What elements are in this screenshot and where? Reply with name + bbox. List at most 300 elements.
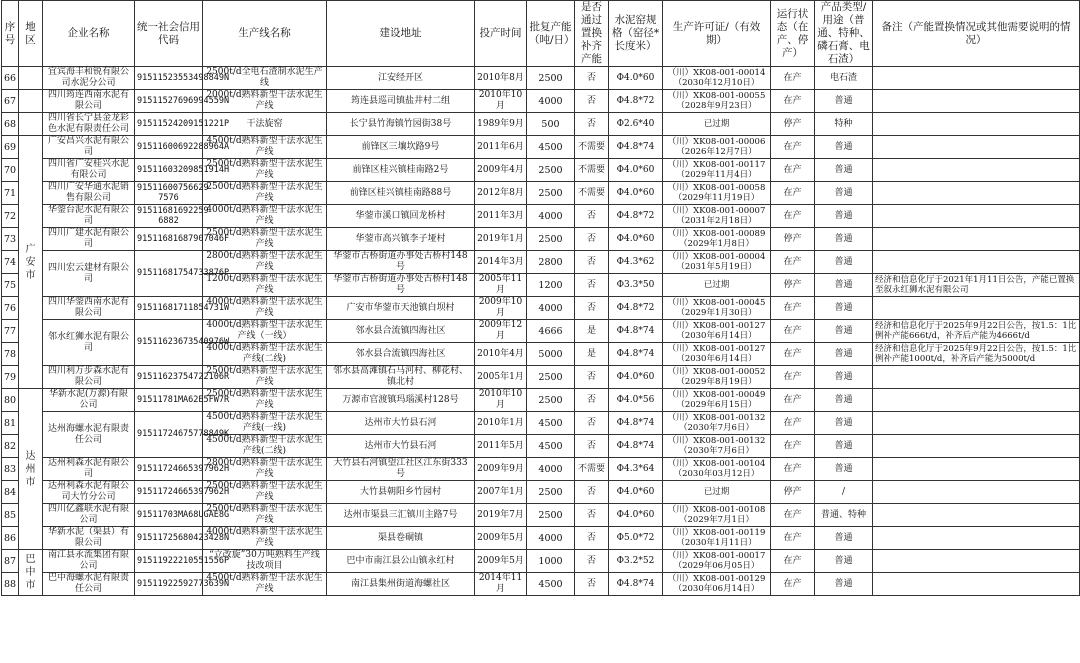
line-name: 2500t/d全电石渣制水泥生产线 — [203, 67, 327, 90]
start-time: 2010年1月 — [475, 412, 527, 435]
license: （川）XK08-001-00108（2029年7月1日） — [663, 504, 771, 527]
start-time: 2011年6月 — [475, 136, 527, 159]
line-name: 4000t/d熟料新型干法水泥生产线（一线） — [203, 320, 327, 343]
replacement: 否 — [575, 251, 609, 274]
remark — [873, 159, 1080, 182]
product-type: 特种 — [815, 113, 873, 136]
status: 在产 — [771, 389, 815, 412]
table-row — [2, 481, 1080, 504]
company-name: 四川宏云建材有限公司 — [43, 251, 135, 297]
capacity: 4666 — [527, 320, 575, 343]
table-row — [2, 251, 1080, 274]
credit-code: 91511922592773639N — [135, 573, 203, 596]
status: 在产 — [771, 67, 815, 90]
kiln-spec: Φ4.0*60 — [609, 159, 663, 182]
remark — [873, 389, 1080, 412]
status: 在产 — [771, 527, 815, 550]
header-region: 地区 — [19, 1, 43, 67]
company-name: 宜宾海丰和锐有限公司水泥分公司 — [43, 67, 135, 90]
region-cell — [19, 389, 43, 550]
status: 停产 — [771, 274, 815, 297]
row-number: 79 — [2, 366, 19, 389]
product-type: 普通 — [815, 435, 873, 458]
product-type: 普通 — [815, 90, 873, 113]
line-name: 干法旋窑 — [203, 113, 327, 136]
company-name: 四川省广安桂兴水泥有限公司 — [43, 159, 135, 182]
address: 大竹县石河镇望江社区江东街333号 — [327, 458, 475, 481]
table-row — [2, 228, 1080, 251]
line-name: 2500t/d熟料新型干法水泥生产线 — [203, 389, 327, 412]
status: 在产 — [771, 412, 815, 435]
remark — [873, 297, 1080, 320]
header-start-time: 投产时间 — [475, 1, 527, 67]
credit-code: 91511703MA68UGAE8G — [135, 504, 203, 527]
header-product: 产品类型/用途（普通、特种、磷石膏、电石渣） — [815, 1, 873, 67]
remark — [873, 67, 1080, 90]
status: 在产 — [771, 182, 815, 205]
row-number: 78 — [2, 343, 19, 366]
start-time: 2007年1月 — [475, 481, 527, 504]
credit-code: 91511681687907046F — [135, 228, 203, 251]
row-number: 84 — [2, 481, 19, 504]
remark — [873, 366, 1080, 389]
remark — [873, 504, 1080, 527]
replacement: 否 — [575, 90, 609, 113]
header-line-name: 生产线名称 — [203, 1, 327, 67]
table-row — [2, 527, 1080, 550]
address: 邻水县高滩镇石马河村、柳花村、镇北村 — [327, 366, 475, 389]
row-number: 81 — [2, 412, 19, 435]
region-cell — [19, 90, 43, 113]
line-name: 2500t/d熟料新型干法水泥生产线 — [203, 366, 327, 389]
region-cell — [19, 136, 43, 389]
license: 已过期 — [663, 113, 771, 136]
credit-code: 91511922210551556P — [135, 550, 203, 573]
table-row — [2, 550, 1080, 573]
table-row — [2, 182, 1080, 205]
kiln-spec: Φ4.8*74 — [609, 573, 663, 596]
row-number: 83 — [2, 458, 19, 481]
product-type: 普通 — [815, 274, 873, 297]
company-name: 华新水泥（渠县）有限公司 — [43, 527, 135, 550]
start-time: 2009年9月 — [475, 458, 527, 481]
license: （川）XK08-001-00004（2031年5月19日） — [663, 251, 771, 274]
capacity: 4500 — [527, 435, 575, 458]
table-row — [2, 205, 1080, 228]
table-row — [2, 90, 1080, 113]
line-name: 2500t/d熟料新型干法水泥生产线 — [203, 228, 327, 251]
start-time: 2010年8月 — [475, 67, 527, 90]
capacity: 4000 — [527, 205, 575, 228]
row-number: 87 — [2, 550, 19, 573]
header-no: 序号 — [2, 1, 19, 67]
product-type: 普通 — [815, 550, 873, 573]
capacity: 500 — [527, 113, 575, 136]
capacity: 4000 — [527, 458, 575, 481]
line-name: 4500t/d熟料新型干法水泥生产线 — [203, 573, 327, 596]
line-name: 4000t/d熟料新型干法水泥生产线(二线) — [203, 343, 327, 366]
company-name: 南江县永流集团有限公司 — [43, 550, 135, 573]
status: 在产 — [771, 550, 815, 573]
table-row — [2, 113, 1080, 136]
company-name: 四川广建水泥有限公司 — [43, 228, 135, 251]
replacement: 否 — [575, 205, 609, 228]
replacement: 否 — [575, 67, 609, 90]
table-row — [2, 412, 1080, 435]
address: 南江县集州街道海螺社区 — [327, 573, 475, 596]
credit-code: 91511781MA62E5FW7R — [135, 389, 203, 412]
product-type: 普通 — [815, 389, 873, 412]
credit-code: 91511623754722106R — [135, 366, 203, 389]
address: 前锋区桂兴镇桂南路2号 — [327, 159, 475, 182]
replacement: 否 — [575, 573, 609, 596]
kiln-spec: Φ5.0*72 — [609, 527, 663, 550]
table-row — [2, 297, 1080, 320]
table-row — [2, 389, 1080, 412]
product-type: 普通 — [815, 412, 873, 435]
kiln-spec: Φ4.8*74 — [609, 320, 663, 343]
kiln-spec: Φ4.0*60 — [609, 481, 663, 504]
header-row — [2, 1, 1080, 67]
replacement: 否 — [575, 274, 609, 297]
company-name: 达州利森水泥有限公司大竹分公司 — [43, 481, 135, 504]
line-name: 4500t/d熟料新型干法水泥生产线(一线) — [203, 412, 327, 435]
start-time: 2010年4月 — [475, 343, 527, 366]
capacity: 5000 — [527, 343, 575, 366]
product-type: 普通 — [815, 458, 873, 481]
product-type: 普通 — [815, 228, 873, 251]
row-number: 75 — [2, 274, 19, 297]
product-type: 普通 — [815, 297, 873, 320]
line-name: 2500t/d熟料新型干法水泥生产线 — [203, 159, 327, 182]
address: 邻水县合流镇四海社区 — [327, 343, 475, 366]
status: 在产 — [771, 573, 815, 596]
address: 华蓥市古桥街道办事处古桥村148号 — [327, 274, 475, 297]
address: 华蓥市古桥街道办事处古桥村148号 — [327, 251, 475, 274]
kiln-spec: Φ4.8*72 — [609, 297, 663, 320]
address: 万源市官渡镇玛瑙溪村128号 — [327, 389, 475, 412]
status: 在产 — [771, 251, 815, 274]
capacity: 2500 — [527, 389, 575, 412]
line-name: 2800t/d熟料新型干法水泥生产线 — [203, 458, 327, 481]
kiln-spec: Φ4.0*60 — [609, 366, 663, 389]
status: 在产 — [771, 458, 815, 481]
replacement: 否 — [575, 527, 609, 550]
capacity: 2800 — [527, 251, 575, 274]
company-name: 四川华蓥西南水泥有限公司 — [43, 297, 135, 320]
company-name: 四川利万步森水泥有限公司 — [43, 366, 135, 389]
row-number: 76 — [2, 297, 19, 320]
row-number: 74 — [2, 251, 19, 274]
start-time: 2005年11月 — [475, 274, 527, 297]
remark: 经济和信息化厅于2025年9月22日公告，按1.5：1比例补产能1000t/d，补齐后产能为5000t/d — [873, 343, 1080, 366]
address: 邻水县合流镇四海社区 — [327, 320, 475, 343]
row-number: 73 — [2, 228, 19, 251]
credit-code: 91511725680423428N — [135, 527, 203, 550]
kiln-spec: Φ4.8*74 — [609, 412, 663, 435]
status: 在产 — [771, 90, 815, 113]
address: 华蓥市高兴镇李子垭村 — [327, 228, 475, 251]
license: 已过期 — [663, 481, 771, 504]
remark — [873, 90, 1080, 113]
address: 华蓥市溪口镇回龙桥村 — [327, 205, 475, 228]
table-row — [2, 366, 1080, 389]
replacement: 否 — [575, 113, 609, 136]
kiln-spec: Φ4.8*74 — [609, 435, 663, 458]
capacity: 2500 — [527, 504, 575, 527]
table-row — [2, 573, 1080, 596]
status: 停产 — [771, 481, 815, 504]
start-time: 2009年5月 — [475, 527, 527, 550]
product-type: 普通 — [815, 320, 873, 343]
table-row — [2, 320, 1080, 343]
status: 停产 — [771, 228, 815, 251]
row-number: 72 — [2, 205, 19, 228]
line-name: 4000t/d熟料新型干法水泥生产线 — [203, 205, 327, 228]
replacement: 是 — [575, 320, 609, 343]
replacement: 否 — [575, 297, 609, 320]
replacement: 不需要 — [575, 159, 609, 182]
header-license: 生产许可证/（有效期） — [663, 1, 771, 67]
remark — [873, 205, 1080, 228]
company-name: 四川广安华通水泥销售有限公司 — [43, 182, 135, 205]
start-time: 1989年9月 — [475, 113, 527, 136]
line-name: 4500t/d熟料新型干法水泥生产线 — [203, 136, 327, 159]
license: （川）XK08-001-00119（2030年1月11日） — [663, 527, 771, 550]
address: 达州市渠县三汇镇川主路7号 — [327, 504, 475, 527]
start-time: 2009年10月 — [475, 297, 527, 320]
address: 前锋区三壤坎路9号 — [327, 136, 475, 159]
line-name: “立改旋”30万吨熟料生产线技改项目 — [203, 550, 327, 573]
company-name: 达州利森水泥有限公司 — [43, 458, 135, 481]
table-row — [2, 67, 1080, 90]
license: （川）XK08-001-00006（2026年12月7日） — [663, 136, 771, 159]
replacement: 不需要 — [575, 182, 609, 205]
replacement: 不需要 — [575, 136, 609, 159]
kiln-spec: Φ4.0*56 — [609, 389, 663, 412]
row-number: 70 — [2, 159, 19, 182]
credit-code: 91511523553498849N — [135, 67, 203, 90]
product-type: 电石渣 — [815, 67, 873, 90]
credit-code: 91511600692288964A — [135, 136, 203, 159]
row-number: 88 — [2, 573, 19, 596]
credit-code: 91511681692259​6882 — [135, 205, 203, 228]
replacement: 否 — [575, 366, 609, 389]
remark — [873, 481, 1080, 504]
address: 筠连县巡司镇盐井村二组 — [327, 90, 475, 113]
status: 在产 — [771, 504, 815, 527]
kiln-spec: Φ3.3*50 — [609, 274, 663, 297]
company-name: 四川省长宁县金龙彩色水泥有限责任公司 — [43, 113, 135, 136]
row-number: 80 — [2, 389, 19, 412]
kiln-spec: Φ4.0*60 — [609, 228, 663, 251]
table-row — [2, 159, 1080, 182]
region-cell — [19, 550, 43, 596]
remark — [873, 573, 1080, 596]
company-name: 华新水泥(万源)有限公司 — [43, 389, 135, 412]
start-time: 2011年5月 — [475, 435, 527, 458]
license: （川）XK08-001-00058（2029年11月19日） — [663, 182, 771, 205]
credit-code: 91511681754733876P — [135, 251, 203, 297]
remark: 经济和信息化厅于2025年9月22日公告，按1.5：1比例补产能666t/d，补齐后产能为4666t/d — [873, 320, 1080, 343]
start-time: 2009年4月 — [475, 159, 527, 182]
status: 在产 — [771, 435, 815, 458]
start-time: 2005年1月 — [475, 366, 527, 389]
line-name: 4000t/d熟料新型干法水泥生产线 — [203, 297, 327, 320]
cement-production-table — [1, 0, 1080, 596]
license: （川）XK08-001-00049（2029年6月15日） — [663, 389, 771, 412]
capacity: 2500 — [527, 159, 575, 182]
license: （川）XK08-001-00052（2029年8月19日） — [663, 366, 771, 389]
remark — [873, 228, 1080, 251]
start-time: 2019年1月 — [475, 228, 527, 251]
region-cell — [19, 67, 43, 90]
row-number: 77 — [2, 320, 19, 343]
credit-code: 91511681711854731W — [135, 297, 203, 320]
credit-code: 91511527696994559N — [135, 90, 203, 113]
license: （川）XK08-001-00017（2029年06月05日） — [663, 550, 771, 573]
capacity: 4500 — [527, 412, 575, 435]
license: （川）XK08-001-00132（2030年7月6日） — [663, 435, 771, 458]
license: （川）XK08-001-00132（2030年7月6日） — [663, 412, 771, 435]
capacity: 4000 — [527, 527, 575, 550]
header-credit-code: 统一社会信用代码 — [135, 1, 203, 67]
line-name: 4000t/d熟料新型干法水泥生产线 — [203, 527, 327, 550]
status: 在产 — [771, 159, 815, 182]
table-row — [2, 136, 1080, 159]
replacement: 不需要 — [575, 458, 609, 481]
product-type: 普通、特种 — [815, 504, 873, 527]
capacity: 4500 — [527, 136, 575, 159]
product-type: 普通 — [815, 251, 873, 274]
remark — [873, 412, 1080, 435]
product-type: 普通 — [815, 343, 873, 366]
line-name: 1200t/d熟料新型干法水泥生产线 — [203, 274, 327, 297]
credit-code: 91511603209851914H — [135, 159, 203, 182]
credit-code: 91511724665397962H — [135, 458, 203, 481]
line-name: 2500t/d熟料新型干法水泥生产线 — [203, 504, 327, 527]
replacement: 否 — [575, 435, 609, 458]
kiln-spec: Φ4.3*64 — [609, 458, 663, 481]
capacity: 1000 — [527, 550, 575, 573]
line-name: 2800t/d熟料新型干法水泥生产线 — [203, 251, 327, 274]
line-name: 4500t/d熟料新型干法水泥生产线(二线) — [203, 435, 327, 458]
region-name: 达州市 — [25, 450, 36, 488]
credit-code: 91511600756629​7576 — [135, 182, 203, 205]
address: 江安经开区 — [327, 67, 475, 90]
replacement: 否 — [575, 550, 609, 573]
address: 渠县卷硐镇 — [327, 527, 475, 550]
credit-code: 91511623673540976W — [135, 320, 203, 366]
company-name: 四川亿鑫联水泥有限公司 — [43, 504, 135, 527]
start-time: 2010年10月 — [475, 90, 527, 113]
replacement: 否 — [575, 481, 609, 504]
status: 在产 — [771, 297, 815, 320]
status: 在产 — [771, 205, 815, 228]
header-capacity: 批复产能（吨/日） — [527, 1, 575, 67]
remark — [873, 435, 1080, 458]
capacity: 2500 — [527, 481, 575, 504]
row-number: 86 — [2, 527, 19, 550]
credit-code: 91511724665397962H — [135, 481, 203, 504]
product-type: 普通 — [815, 136, 873, 159]
remark — [873, 182, 1080, 205]
start-time: 2012年8月 — [475, 182, 527, 205]
row-number: 67 — [2, 90, 19, 113]
address: 达州市大竹县石河 — [327, 412, 475, 435]
region-name: 巴中市 — [25, 554, 36, 591]
header-address: 建设地址 — [327, 1, 475, 67]
start-time: 2011年3月 — [475, 205, 527, 228]
license: （川）XK08-001-00127（2030年6月14日） — [663, 320, 771, 343]
product-type: 普通 — [815, 573, 873, 596]
capacity: 4000 — [527, 297, 575, 320]
address: 巴中市南江县公山镇永红村 — [327, 550, 475, 573]
start-time: 2009年12月 — [475, 320, 527, 343]
license: （川）XK08-001-00007（2031年2月18日） — [663, 205, 771, 228]
row-number: 68 — [2, 113, 19, 136]
table-row — [2, 458, 1080, 481]
product-type: / — [815, 481, 873, 504]
status: 停产 — [771, 113, 815, 136]
remark — [873, 136, 1080, 159]
capacity: 2500 — [527, 67, 575, 90]
row-number: 82 — [2, 435, 19, 458]
header-replacement: 是否通过置换补齐产能 — [575, 1, 609, 67]
product-type: 普通 — [815, 366, 873, 389]
address: 达州市大竹县石河 — [327, 435, 475, 458]
status: 在产 — [771, 320, 815, 343]
status: 在产 — [771, 366, 815, 389]
kiln-spec: Φ4.8*72 — [609, 90, 663, 113]
license: （川）XK08-001-00045（2029年1月30日） — [663, 297, 771, 320]
table-body — [2, 67, 1080, 596]
company-name: 四川筠连西南水泥有限公司 — [43, 90, 135, 113]
license: 已过期 — [663, 274, 771, 297]
row-number: 71 — [2, 182, 19, 205]
start-time: 2019年7月 — [475, 504, 527, 527]
kiln-spec: Φ3.2*52 — [609, 550, 663, 573]
product-type: 普通 — [815, 159, 873, 182]
capacity: 2500 — [527, 182, 575, 205]
company-name: 巴中海螺水泥有限责任公司 — [43, 573, 135, 596]
license: （川）XK08-001-00055（2028年9月23日） — [663, 90, 771, 113]
remark — [873, 113, 1080, 136]
license: （川）XK08-001-00129（2030年06月14日） — [663, 573, 771, 596]
company-name: 华蓥台泥水泥有限公司 — [43, 205, 135, 228]
company-name: 达州海螺水泥有限责任公司 — [43, 412, 135, 458]
company-name: 邻水红狮水泥有限公司 — [43, 320, 135, 366]
remark: 经济和信息化厅于2021年1月11日公告，产能已置换至叙永红狮水泥有限公司 — [873, 274, 1080, 297]
header-status: 运行状态（在产、停产） — [771, 1, 815, 67]
row-number: 69 — [2, 136, 19, 159]
kiln-spec: Φ4.8*72 — [609, 205, 663, 228]
replacement: 否 — [575, 412, 609, 435]
remark — [873, 550, 1080, 573]
capacity: 2500 — [527, 366, 575, 389]
table-row — [2, 504, 1080, 527]
license: （川）XK08-001-00117（2029年11月4日） — [663, 159, 771, 182]
remark — [873, 251, 1080, 274]
kiln-spec: Φ4.8*74 — [609, 136, 663, 159]
start-time: 2014年3月 — [475, 251, 527, 274]
capacity: 4000 — [527, 90, 575, 113]
row-number: 66 — [2, 67, 19, 90]
kiln-spec: Φ4.8*74 — [609, 343, 663, 366]
remark — [873, 527, 1080, 550]
remark — [873, 458, 1080, 481]
product-type: 普通 — [815, 182, 873, 205]
